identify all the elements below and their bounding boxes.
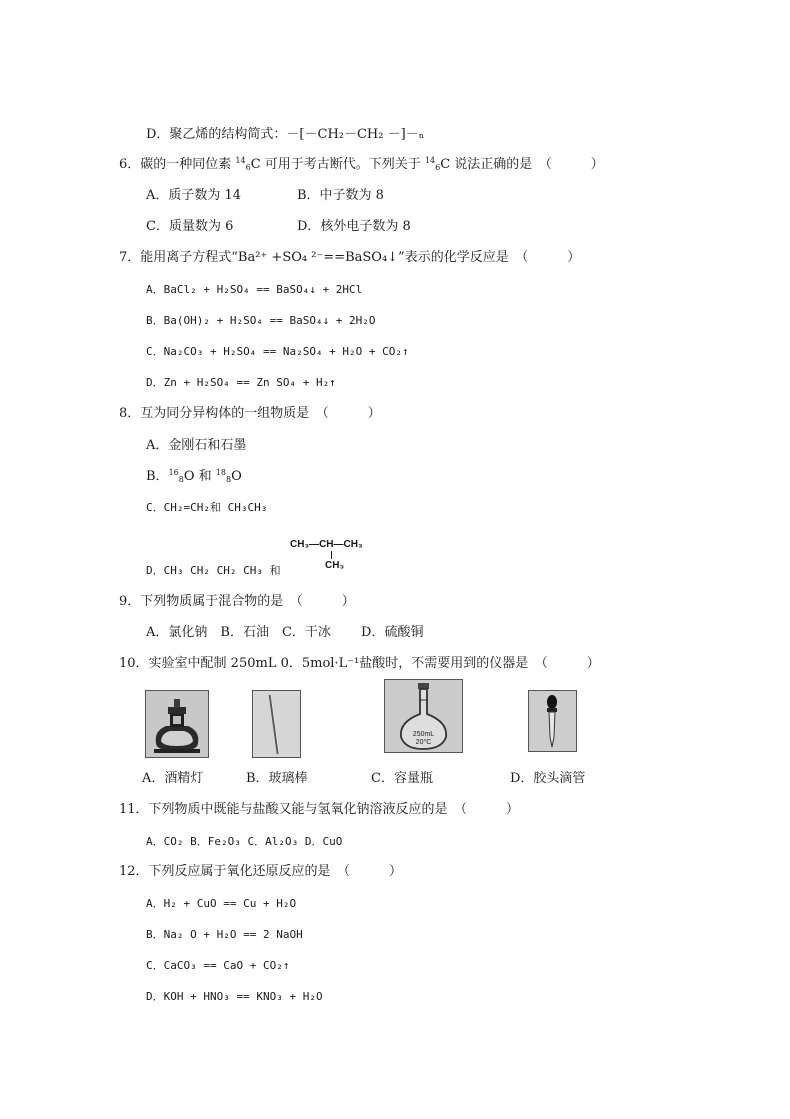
q7-option-d: D．Zn + H₂SO₄ == Zn SO₄ + H₂↑ xyxy=(146,376,336,389)
q6-option-c: C．质量数为 6 xyxy=(146,219,234,234)
q6-option-a: A．质子数为 14 xyxy=(146,188,242,203)
q7-option-b: B．Ba(OH)₂ + H₂SO₄ == BaSO₄↓ + 2H₂O xyxy=(146,314,376,327)
q11-stem: 11．下列物质中既能与盐酸又能与氢氧化钠溶液反应的是 （ ） xyxy=(119,802,520,817)
q6-option-d: D．核外电子数为 8 xyxy=(297,219,411,234)
q8-isotope-18-number: 8 xyxy=(225,475,232,484)
volumetric-flask-image xyxy=(384,679,463,753)
q8-option-b xyxy=(146,468,242,486)
q9-stem: 9．下列物质属于混合物的是 （ ） xyxy=(119,594,355,609)
q6-isotope-element-2: C xyxy=(440,157,451,172)
q10-option-d: D．胶头滴管 xyxy=(510,771,586,786)
q6-isotope-mass-2: 14 xyxy=(424,156,436,165)
flask-volume-label: 250mL xyxy=(412,731,435,738)
glass-rod-image xyxy=(252,690,301,758)
dropper-image xyxy=(528,690,577,752)
q10-stem: 10．实验室中配制 250mL 0．5mol·L⁻¹盐酸时，不需要用到的仪器是 （ ） xyxy=(119,656,600,671)
alcohol-lamp-image xyxy=(145,690,209,758)
q5-option-d: D．聚乙烯的结构简式：－[－CH₂－CH₂ －]－ₙ xyxy=(146,127,425,142)
q6-option-b: B．中子数为 8 xyxy=(297,188,384,203)
q10-option-c: C．容量瓶 xyxy=(371,771,433,786)
q8-option-b-and: 和 xyxy=(194,469,216,484)
q6-stem-part-1: 6．碳的一种同位素 xyxy=(119,157,236,172)
q8-isotope-16-number: 8 xyxy=(178,475,184,484)
q8-isotope-18-mass: 18 xyxy=(215,468,226,477)
q11-options: A．CO₂ B．Fe₂O₃ C．Al₂O₃ D．CuO xyxy=(146,835,343,848)
q12-stem: 12．下列反应属于氧化还原反应的是 （ ） xyxy=(119,864,403,879)
isobutane-main-chain: CH₃—CH—CH₃ xyxy=(290,539,363,550)
q6-stem xyxy=(119,156,604,174)
q8-option-d: D．CH₃ CH₂ CH₂ CH₃ 和 xyxy=(146,564,281,577)
q6-stem-part-2: 可用于考古断代。下列关于 xyxy=(260,157,425,172)
flask-temperature-label: 20°C xyxy=(415,739,432,746)
q8-isotope-18-element: O xyxy=(231,469,242,484)
q10-option-a: A．酒精灯 xyxy=(142,771,204,786)
q8-stem: 8．互为同分异构体的一组物质是 （ ） xyxy=(119,406,381,421)
q7-stem: 7．能用离子方程式“Ba²⁺ +SO₄ ²⁻==BaSO₄↓”表示的化学反应是 （ ） xyxy=(119,250,581,265)
isobutane-branch: CH₃ xyxy=(325,560,345,571)
q7-option-a: A．BaCl₂ + H₂SO₄ == BaSO₄↓ + 2HCl xyxy=(146,283,363,296)
q10-option-b: B．玻璃棒 xyxy=(246,771,308,786)
q6-isotope-mass: 14 xyxy=(235,156,246,165)
q8-isotope-16-element: O xyxy=(183,469,195,484)
q7-option-c: C．Na₂CO₃ + H₂SO₄ == Na₂SO₄ + H₂O + CO₂↑ xyxy=(146,345,409,358)
q12-option-a: A．H₂ + CuO == Cu + H₂O xyxy=(146,897,297,910)
q12-option-d: D．KOH + HNO₃ == KNO₃ + H₂O xyxy=(146,990,323,1003)
q12-option-c: C．CaCO₃ == CaO + CO₂↑ xyxy=(146,959,290,972)
isobutane-branch-bond xyxy=(331,551,332,559)
q12-option-b: B．Na₂ O + H₂O == 2 NaOH xyxy=(146,928,303,941)
q8-option-b-prefix: B． xyxy=(146,469,169,484)
q8-option-a: A．金刚石和石墨 xyxy=(146,438,247,453)
q6-isotope-number-2: 6 xyxy=(435,163,441,172)
q6-stem-part-3: 说法正确的是 （ ） xyxy=(450,157,604,172)
q9-options: A．氯化钠 B．石油 C．干冰 D．硫酸铜 xyxy=(146,625,424,640)
q6-isotope-element: C xyxy=(250,157,261,172)
q8-isotope-16-mass: 16 xyxy=(168,468,179,477)
q8-option-c: C．CH₂=CH₂和 CH₃CH₃ xyxy=(146,501,268,514)
q6-isotope-number: 6 xyxy=(245,163,251,172)
